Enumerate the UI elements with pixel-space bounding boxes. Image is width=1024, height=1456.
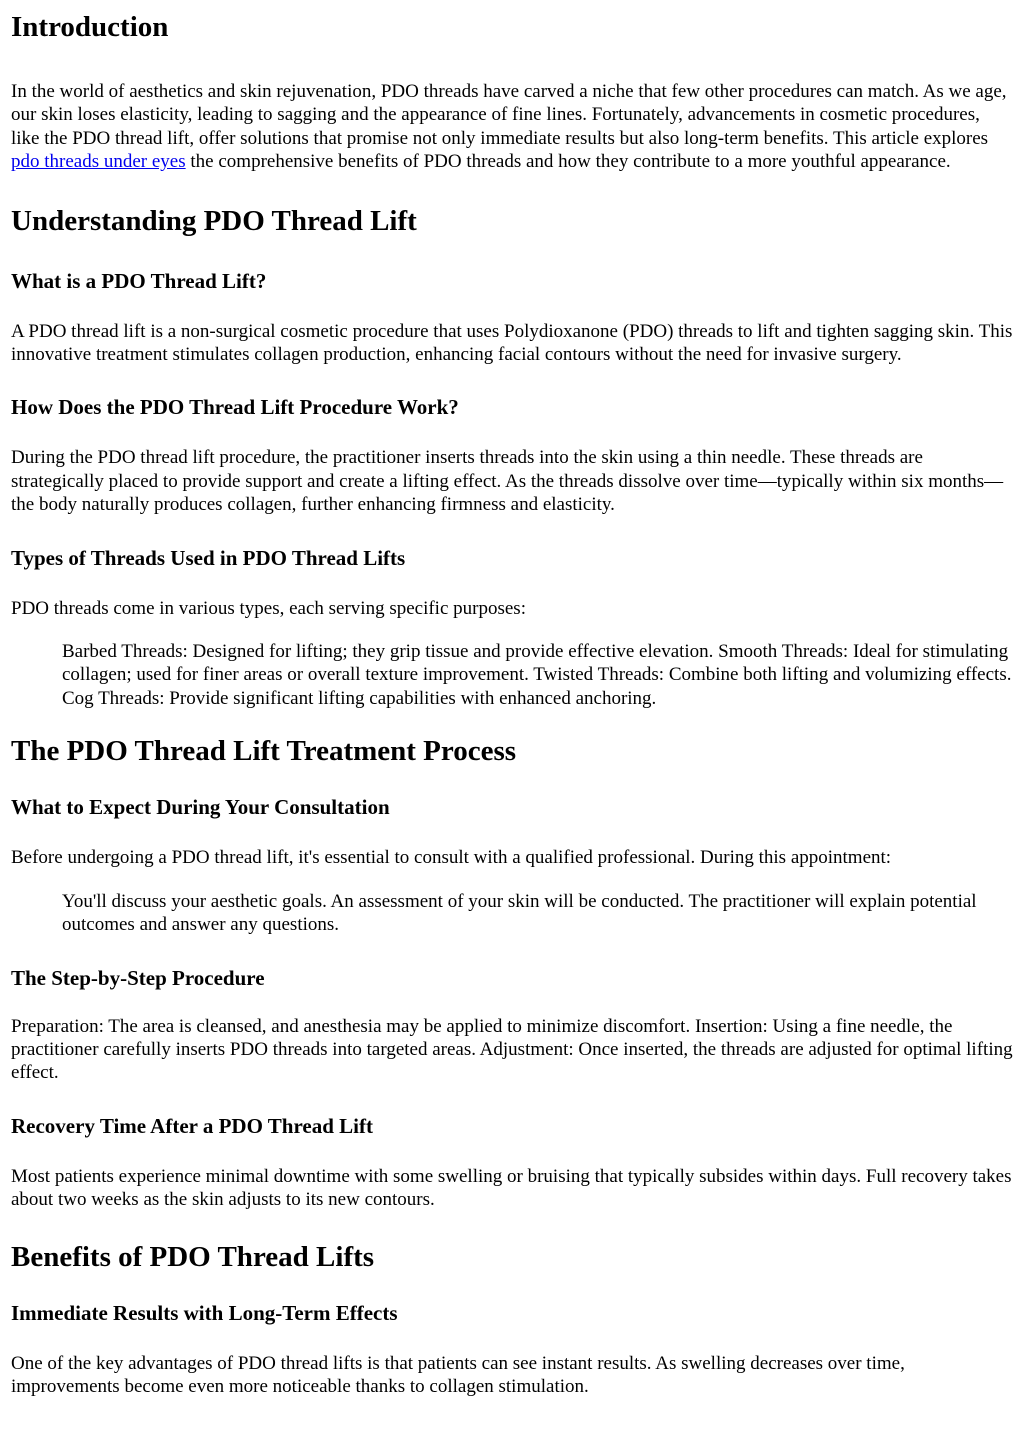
step-by-step-paragraph: Preparation: The area is cleansed, and anesthesia may be applied to minimize discomfort. Insertion: Using a fine needle, the practitioner carefully inserts PDO threads into targeted areas. Adjustment: Once inserted, the threads are adjusted for optimal lifting effect. [11, 1015, 1013, 1084]
consultation-intro: Before undergoing a PDO thread lift, it's essential to consult with a qualified professional. During this appointment: [11, 847, 892, 869]
step-by-step-heading: The Step-by-Step Procedure [11, 965, 265, 990]
introduction-text-after-link: the comprehensive benefits of PDO threads and how they contribute to a more youthful appearance. [185, 151, 951, 173]
immediate-results-paragraph: One of the key advantages of PDO thread lifts is that patients can see instant results. As swelling decreases over time, improvements become even more noticeable thanks to collagen stimulation. [11, 1352, 905, 1397]
article [0, 10, 1024, 1398]
what-is-heading: What is a PDO Thread Lift? [11, 268, 267, 293]
treatment-process-heading: The PDO Thread Lift Treatment Process [11, 735, 517, 768]
what-is-paragraph: A PDO thread lift is a non-surgical cosmetic procedure that uses Polydioxanone (PDO) threads to lift and tighten sagging skin. This innovative treatment stimulates collagen production, enhancing facial contours without the need for invasive surgery. [11, 320, 1013, 366]
pdo-threads-under-eyes-link[interactable]: pdo threads under eyes [11, 151, 186, 173]
introduction-text-before-link: In the world of aesthetics and skin rejuvenation, PDO threads have carved a niche that few other procedures can match. As we age, our skin loses elasticity, leading to sagging and the appearance of fine lines. Fortunately, advancements in cosmetic procedures, like the PDO thread lift, offer solutions that promise not only immediate results but also long-term benefits. This article explores [11, 81, 1007, 149]
thread-types-list: Barbed Threads: Designed for lifting; they grip tissue and provide effective elevation. Smooth Threads: Ideal for stimulating collagen; used for finer areas or overall texture improvement. Twisted Threads: Combine both lifting and volumizing effects. Cog Threads: Provide significant lifting capabilities with enhanced anchoring. [62, 641, 1012, 709]
understanding-heading: Understanding PDO Thread Lift [11, 204, 417, 237]
thread-types-heading: Types of Threads Used in PDO Thread Lifts [11, 545, 406, 570]
introduction-paragraph [11, 80, 1013, 174]
thread-types-intro: PDO threads come in various types, each serving specific purposes: [11, 597, 526, 619]
how-works-heading: How Does the PDO Thread Lift Procedure Work? [11, 395, 459, 420]
immediate-results-heading: Immediate Results with Long-Term Effects [11, 1300, 398, 1325]
how-works-paragraph: During the PDO thread lift procedure, the practitioner inserts threads into the skin using a thin needle. These threads are strategically placed to provide support and create a lifting effect. As the threads dissolve over time—typically within six months—the body naturally produces collagen, further enhancing firmness and elasticity. [11, 447, 1004, 516]
recovery-heading: Recovery Time After a PDO Thread Lift [11, 1113, 374, 1138]
benefits-heading: Benefits of PDO Thread Lifts [11, 1240, 375, 1273]
recovery-paragraph: Most patients experience minimal downtime with some swelling or bruising that typically subsides within days. Full recovery takes about two weeks as the skin adjusts to its new contours. [11, 1165, 1012, 1211]
consultation-list: You'll discuss your aesthetic goals. An assessment of your skin will be conducted. The practitioner will explain potential outcomes and answer any questions. [62, 890, 977, 936]
consultation-heading: What to Expect During Your Consultation [11, 795, 390, 820]
introduction-heading: Introduction [11, 11, 169, 43]
